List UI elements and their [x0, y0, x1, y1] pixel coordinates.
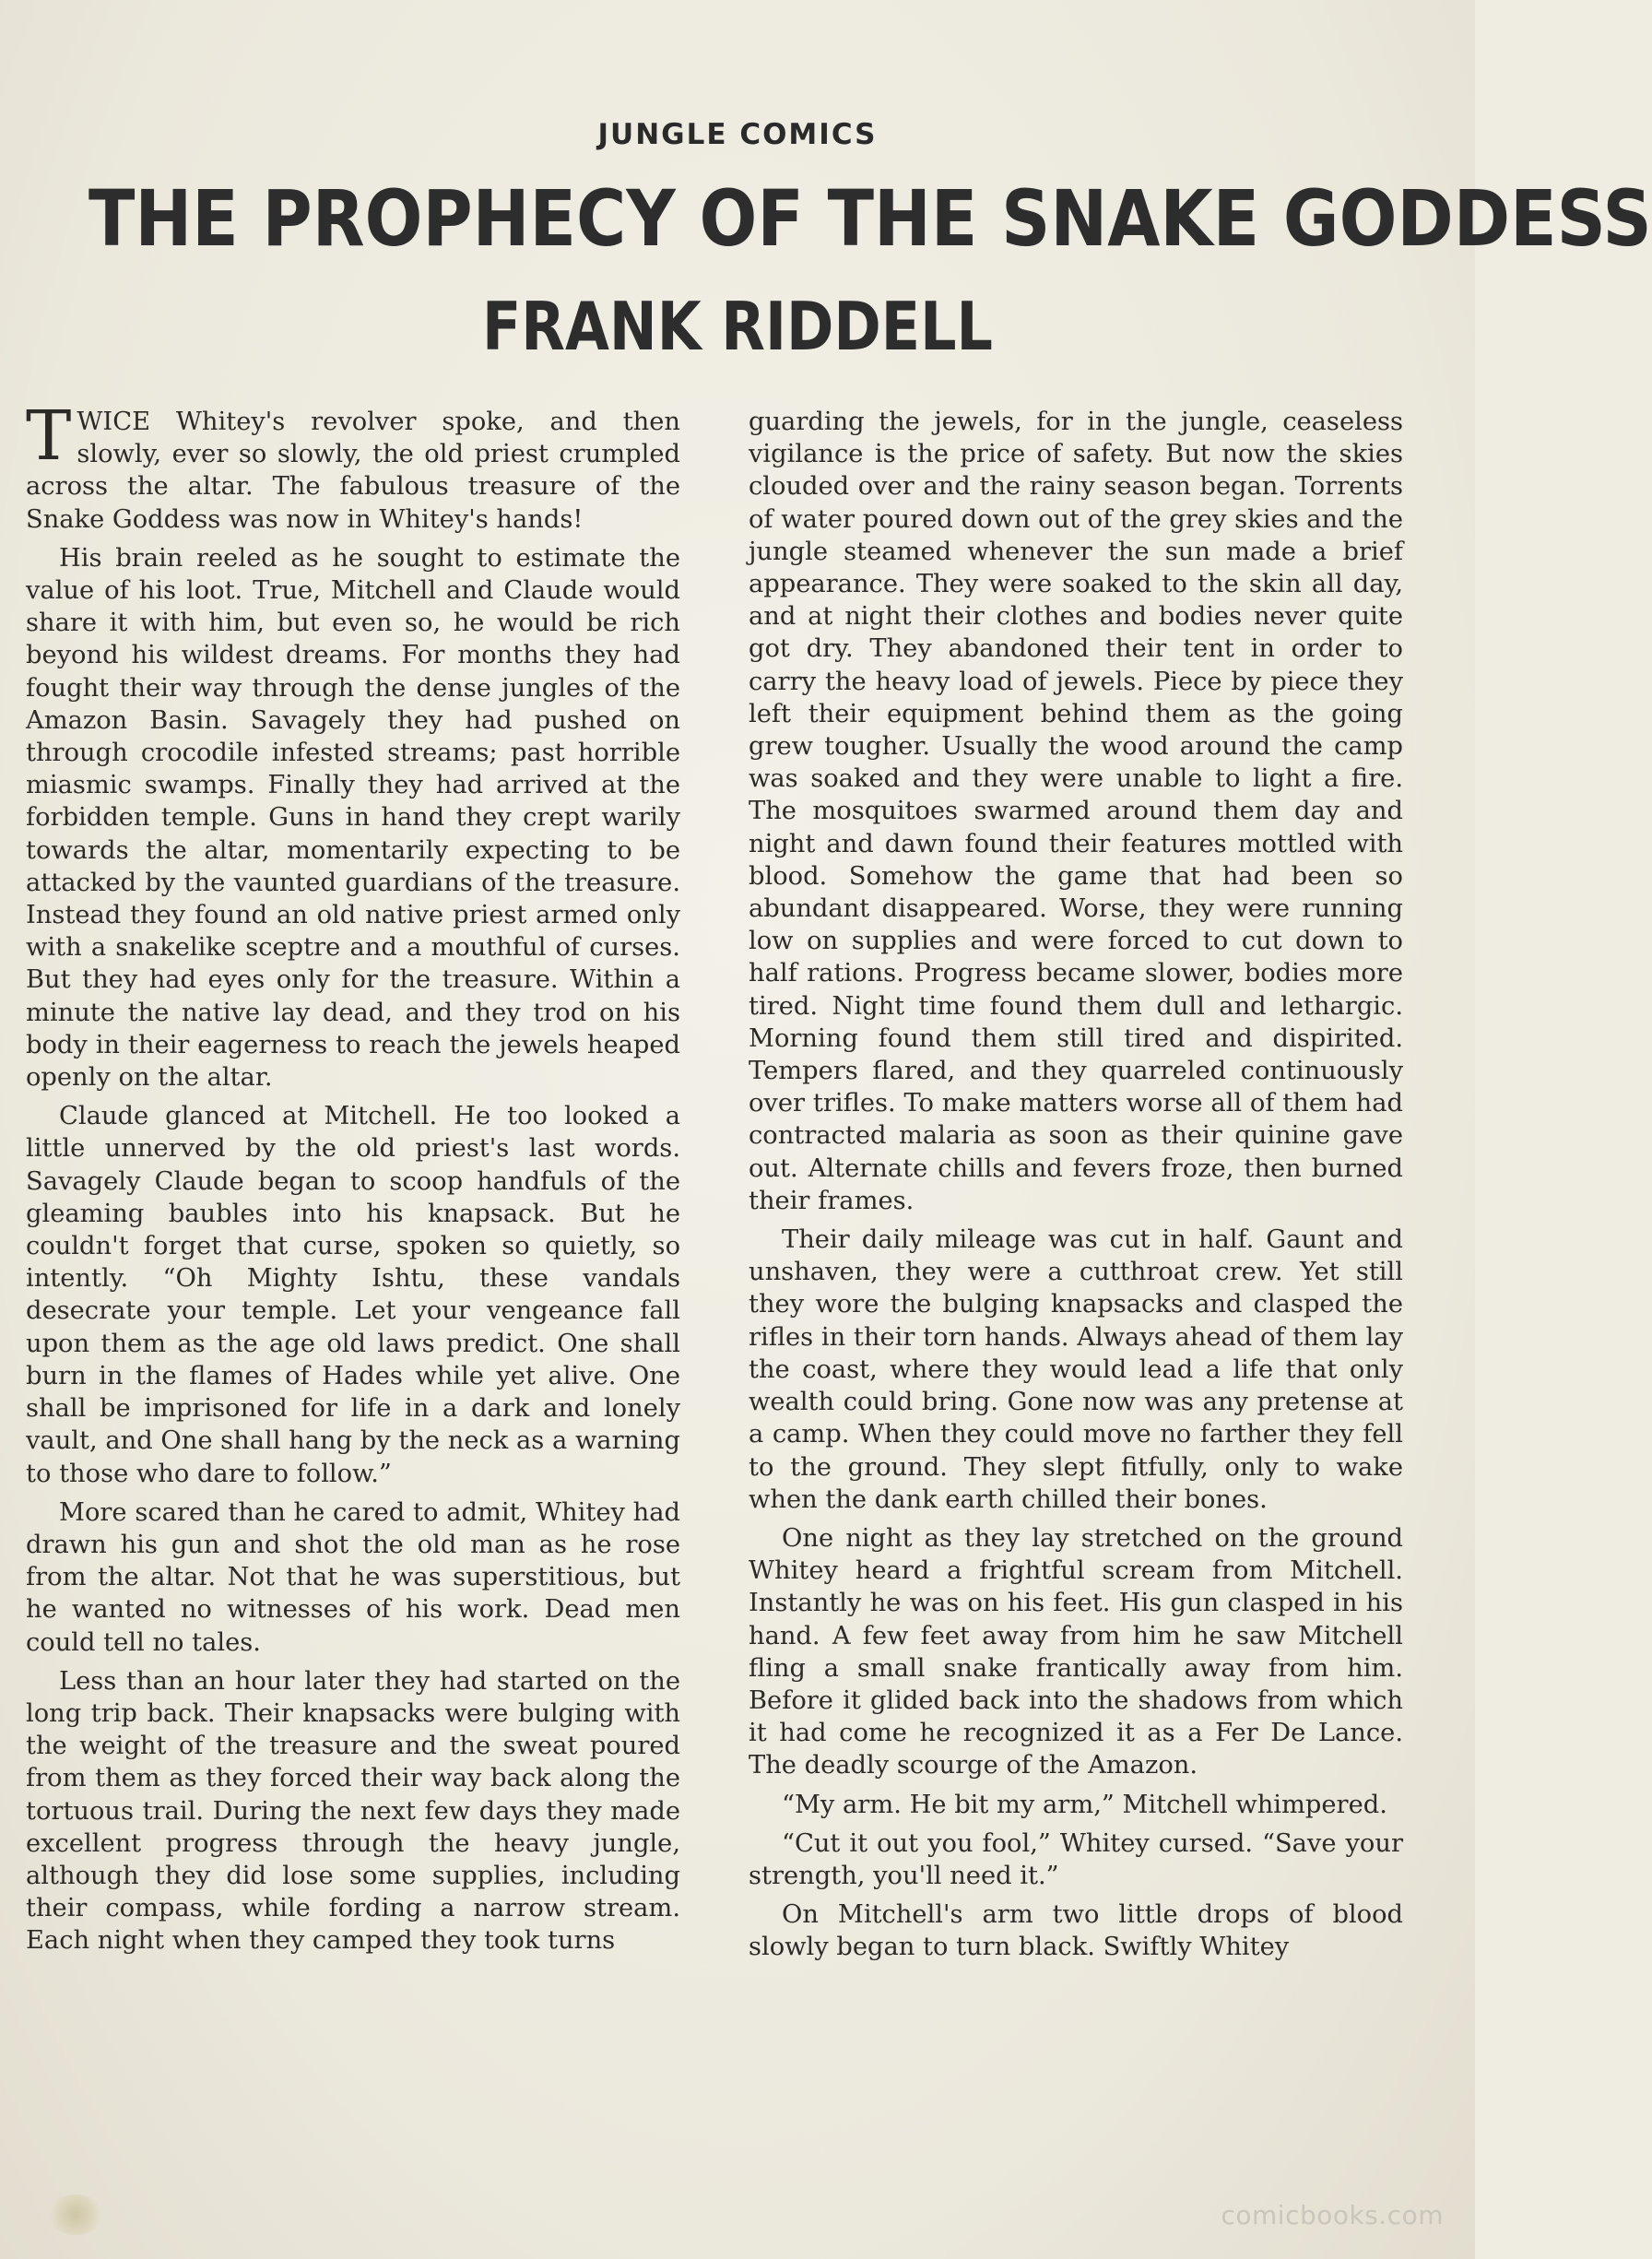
paragraph: “Cut it out you fool,” Whitey cursed. “Save your strength, you'll need it.” [749, 1828, 1403, 1890]
paragraph: “My arm. He bit my arm,” Mitchell whimpered. [782, 1790, 1387, 1819]
paragraph: Claude glanced at Mitchell. He too looked a little unnerved by the old priest's last words. Savagely Claude began to scoop handfuls of the gleaming baubles into his knapsack. But he couldn't forget that curse, spoken so quietly, so intently. “Oh Mighty Ishtu, these vandals desecrate your temple. Let your vengeance fall upon them as the age old laws predict. One shall burn in the flames of Hades while yet alive. One shall be imprisoned for life in a dark and lonely vault, and One shall hang by the neck as a warning to those who dare to follow.” [26, 1102, 680, 1488]
story-title: THE PROPHECY OF THE SNAKE GODDESS [88, 173, 1652, 264]
paragraph: Their daily mileage was cut in half. Gaunt and unshaven, they were a cutthroat crew. Yet still they wore the bulging knapsacks and clasped the rifles in their torn hands. Always ahead of them lay the coast, where they would lead a life that only wealth could bring. Gone now was any pretense at a camp. When they could move no farther they fell to the ground. They slept fitfully, only to wake when the dank earth chilled their bones. [749, 1225, 1403, 1514]
paragraph: Less than an hour later they had started on the long trip back. Their knapsacks were bulging with the weight of the treasure and the sweat poured from them as they forced their way back along the tortuous trail. During the next few days they made excellent progress through the heavy jungle, although they did lose some supplies, including their compass, while fording a narrow stream. Each night when they camped they took turns [26, 1666, 680, 1956]
watermark: comicbooks.com [1221, 2200, 1444, 2230]
story-author: FRANK RIDDELL [481, 288, 993, 365]
paragraph: His brain reeled as he sought to estimate the value of his loot. True, Mitchell and Claude would share it with him, but even so, he would be rich beyond his wildest dreams. For months they had fought their way through the dense jungles of the Amazon Basin. Savagely they had pushed on through crocodile infested streams; past horrible miasmic swamps. Finally they had arrived at the forbidden temple. Guns in hand they crept warily towards the altar, momentarily expecting to be attacked by the vaunted guardians of the treasure. Instead they found an old native priest armed only with a snakelike sceptre and a mouthful of curses. But they had eyes only for the treasure. Within a minute the native lay dead, and they trod on his body in their eagerness to reach the jewels heaped openly on the altar. [26, 543, 680, 1093]
magazine-header: JUNGLE COMICS [597, 118, 878, 151]
drop-cap: T [26, 396, 72, 476]
right-text-column [749, 406, 1403, 2111]
paragraph: More scared than he cared to admit, Whitey had drawn his gun and shot the old man as he rose from the altar. Not that he was superstitious, but he wanted no witnesses of his work. Dead men could tell no tales. [26, 1497, 680, 1657]
paragraph: TWICE Whitey's revolver spoke, and then slowly, ever so slowly, the old priest crumpled across the altar. The fabulous treasure of the Snake Goddess was now in Whitey's hands! [26, 396, 680, 534]
paragraph: On Mitchell's arm two little drops of blood slowly began to turn black. Swiftly Whitey [749, 1900, 1403, 1962]
paragraph: One night as they lay stretched on the ground Whitey heard a frightful scream from Mitchell. Instantly he was on his feet. His gun clasped in his hand. A few feet away from him he saw Mitchell fling a small snake frantically away from him. Before it glided back into the shadows from which it had come he recognized it as a Fer De Lance. The deadly scourge of the Amazon. [749, 1523, 1403, 1780]
paper-stain [48, 2194, 103, 2235]
left-text-column [26, 396, 680, 2111]
paragraph: guarding the jewels, for in the jungle, ceaseless vigilance is the price of safety. But now the skies clouded over and the rainy season began. Torrents of water poured down out of the grey skies and the jungle steamed whenever the sun made a brief appearance. They were soaked to the skin all day, and at night their clothes and bodies never quite got dry. They abandoned their tent in order to carry the heavy load of jewels. Piece by piece they left their equipment behind them as the going grew tougher. Usually the wood around the camp was soaked and they were unable to light a fire. The mosquitoes swarmed around them day and night and dawn found their features mottled with blood. Somehow the game that had been so abundant disappeared. Worse, they were running low on supplies and were forced to cut down to half rations. Progress became slower, bodies more tired. Night time found them dull and lethargic. Morning found them still tired and dispirited. Tempers flared, and they quarreled continuously over trifles. To make matters worse all of them had contracted malaria as soon as their quinine gave out. Alternate chills and fevers froze, then burned their frames. [749, 408, 1403, 1215]
